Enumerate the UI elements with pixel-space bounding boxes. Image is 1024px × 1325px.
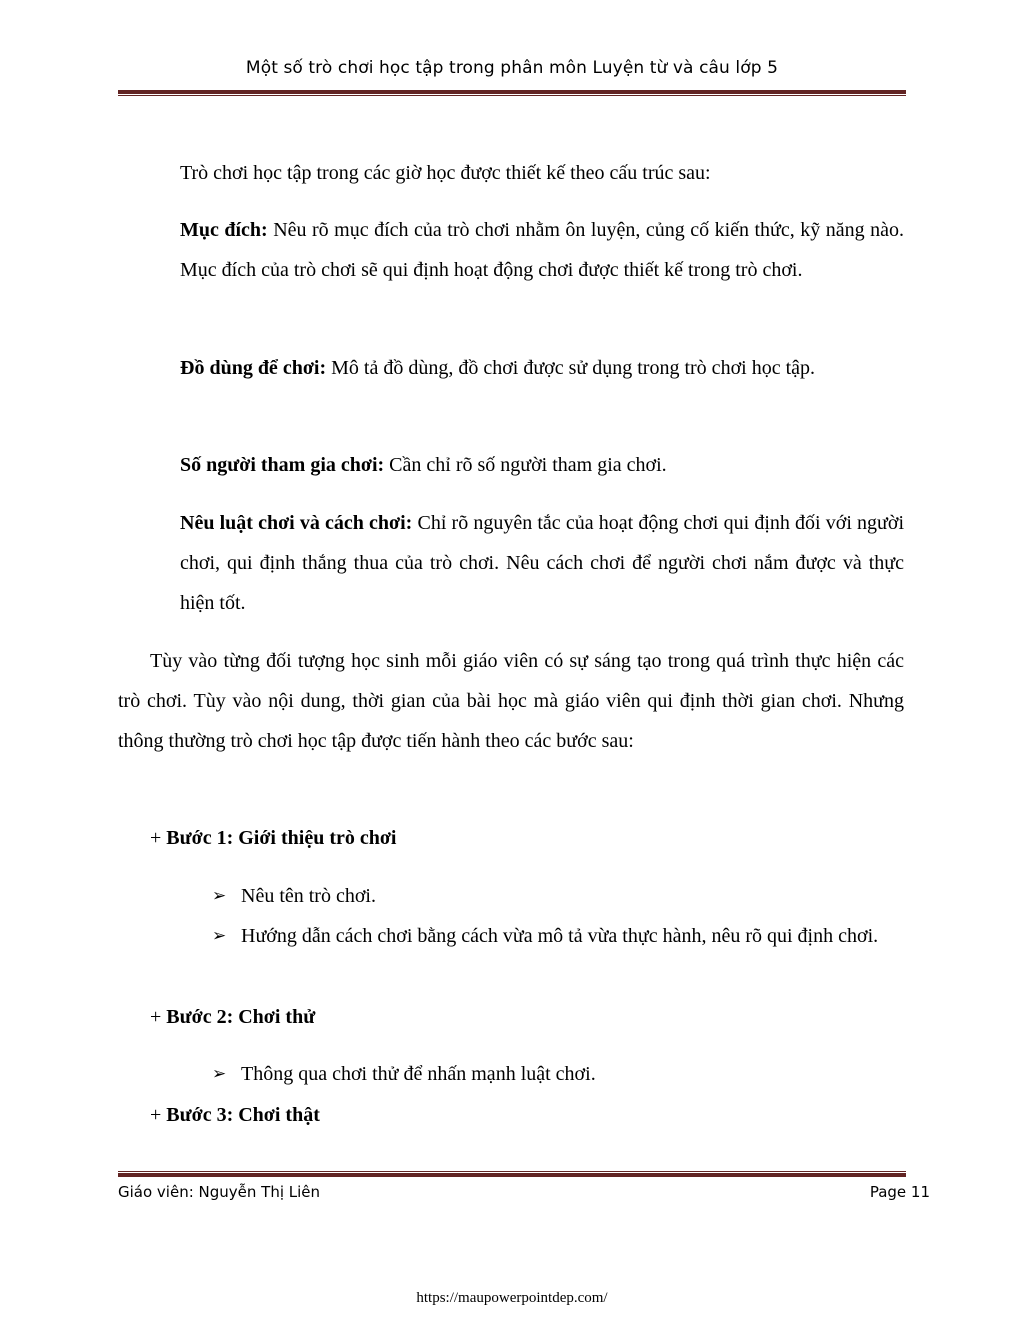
- bullet-item: [212, 916, 904, 956]
- item-materials: [180, 348, 904, 388]
- step-prefix: +: [150, 827, 167, 849]
- step-1-heading: [150, 818, 904, 858]
- arrow-bullet-icon: ➢: [212, 886, 227, 906]
- footer-teacher: Giáo viên: Nguyễn Thị Liên: [118, 1183, 321, 1201]
- intro-paragraph: Trò chơi học tập trong các giờ học được thiết kế theo cấu trúc sau:: [180, 162, 711, 184]
- source-url: https://maupowerpointdep.com/: [416, 1290, 608, 1306]
- step-3-heading: [150, 1095, 904, 1135]
- arrow-bullet-icon: ➢: [212, 926, 227, 946]
- item-rules: [180, 503, 904, 623]
- item-label: Nêu luật chơi và cách chơi:: [180, 512, 413, 534]
- item-label: Số người tham gia chơi:: [180, 454, 385, 476]
- body-paragraph: Tùy vào từng đối tượng học sinh mỗi giáo viên có sự sáng tạo trong quá trình thực hiện các trò chơi. Tùy vào nội dung, thời gian của bài học mà giáo viên qui định thời gian chơi. Nhưng thông thường trò chơi học tập được tiến hành theo các bước sau:: [118, 650, 904, 752]
- page-header-title: Một số trò chơi học tập trong phân môn Luyện từ và câu lớp 5: [245, 58, 779, 78]
- footer-page-number: Page 11: [869, 1183, 930, 1201]
- item-text: Mô tả đồ dùng, đồ chơi được sử dụng trong trò chơi học tập.: [326, 357, 816, 379]
- item-players: [180, 445, 904, 485]
- item-label: Đồ dùng để chơi:: [180, 357, 327, 379]
- item-text: Chỉ rõ nguyên tắc của hoạt động chơi qui định đối với người chơi, qui định thắng thua của trò chơi. Nêu cách chơi để người chơi nắm được và thực hiện tốt.: [180, 512, 905, 614]
- step-title: Bước 2: Chơi thử: [166, 1006, 316, 1028]
- bullet-item: [212, 1054, 904, 1094]
- bullet-text: Thông qua chơi thử để nhấn mạnh luật chơi.: [241, 1063, 596, 1085]
- item-text: Cần chỉ rõ số người tham gia chơi.: [384, 454, 667, 476]
- item-text: Nêu rõ mục đích của trò chơi nhằm ôn luyện, củng cố kiến thức, kỹ năng nào. Mục đích của trò chơi sẽ qui định hoạt động chơi được thiết kế trong trò chơi.: [180, 219, 904, 281]
- step-title: Bước 3: Chơi thật: [166, 1104, 320, 1126]
- footer-rule: [118, 1171, 906, 1177]
- item-purpose: [180, 210, 904, 290]
- bullet-text: Nêu tên trò chơi.: [241, 885, 376, 907]
- step-prefix: +: [150, 1006, 167, 1028]
- item-label: Mục đích:: [180, 219, 268, 241]
- arrow-bullet-icon: ➢: [212, 1064, 227, 1084]
- step-prefix: +: [150, 1104, 167, 1126]
- bullet-item: [212, 876, 904, 916]
- step-2-heading: [150, 997, 904, 1037]
- bullet-text: Hướng dẫn cách chơi bằng cách vừa mô tả vừa thực hành, nêu rõ qui định chơi.: [241, 925, 879, 947]
- step-title: Bước 1: Giới thiệu trò chơi: [166, 827, 397, 849]
- header-rule: [118, 90, 906, 96]
